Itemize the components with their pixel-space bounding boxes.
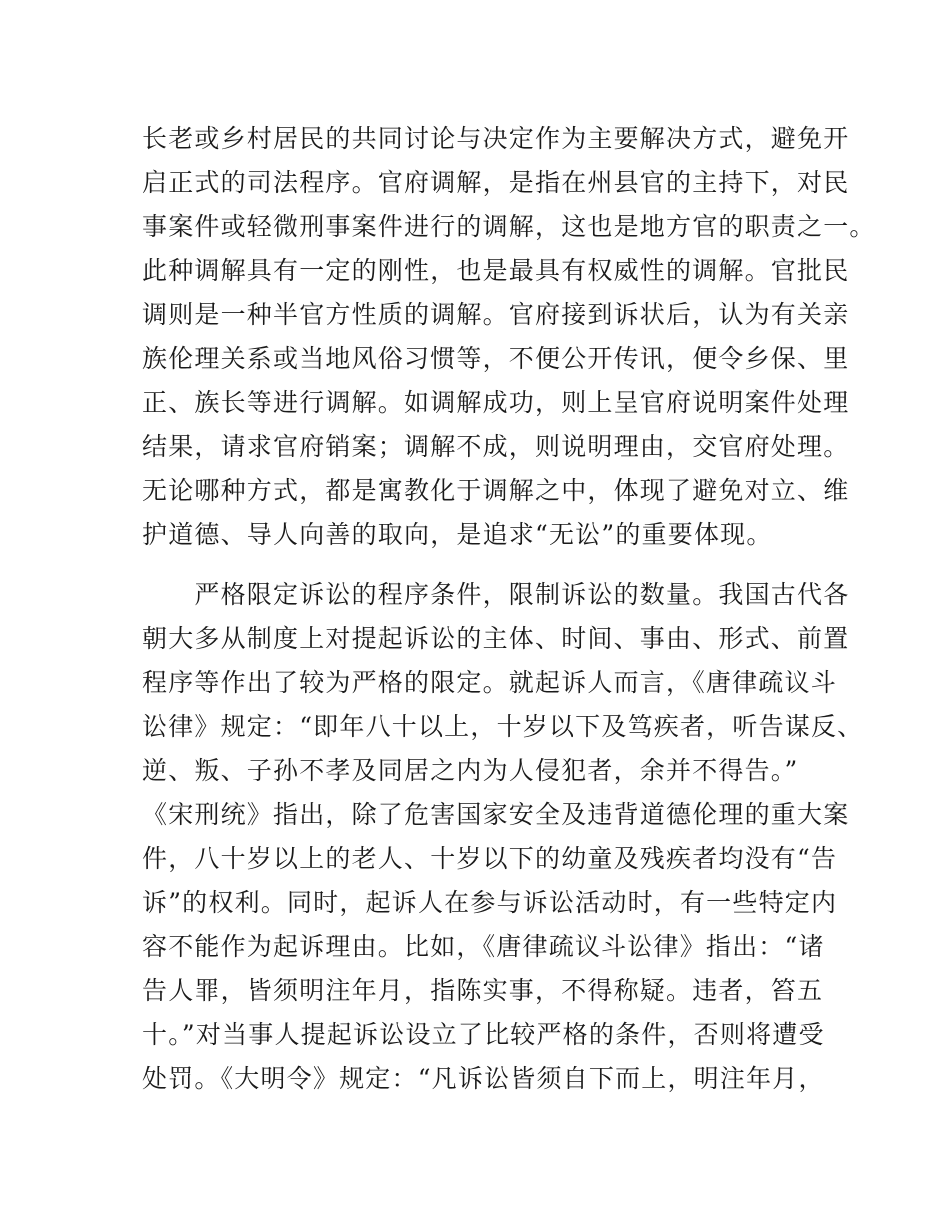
text-line: 告人罪，皆须明注年月，指陈实事，不得称疑。违者，笞五	[142, 976, 824, 1005]
paragraph-1	[142, 117, 876, 557]
text-line: 严格限定诉讼的程序条件，限制诉讼的数量。我国古代各	[142, 580, 850, 609]
text-line: 朝大多从制度上对提起诉讼的主体、时间、事由、形式、前置	[142, 624, 850, 653]
text-line: 此种调解具有一定的刚性，也是最具有权威性的调解。官批民	[142, 256, 850, 285]
text-line: 十。”对当事人提起诉讼设立了比较严格的条件，否则将遭受	[142, 1020, 825, 1049]
text-line: 族伦理关系或当地风俗习惯等，不便公开传讯，便令乡保、里	[142, 344, 850, 373]
text-line: 件，八十岁以上的老人、十岁以下的幼童及残疾者均没有“告	[142, 844, 838, 873]
paragraph-2	[142, 573, 864, 1101]
text-line: 结果，请求官府销案；调解不成，则说明理由，交官府处理。	[142, 432, 850, 461]
text-line: 程序等作出了较为严格的限定。就起诉人而言，《唐律疏议斗	[142, 668, 837, 697]
text-line: 处罚。《大明令》规定：“凡诉讼皆须自下而上，明注年月，	[142, 1064, 825, 1093]
text-line: 长老或乡村居民的共同讨论与决定作为主要解决方式，避免开	[142, 124, 850, 153]
paragraph-spacer	[142, 557, 842, 573]
text-line: 逆、叛、子孙不孝及同居之内为人侵犯者，余并不得告。”	[142, 756, 799, 785]
text-line: 事案件或轻微刑事案件进行的调解，这也是地方官的职责之一。	[142, 212, 876, 241]
text-line: 讼律》规定：“即年八十以上，十岁以下及笃疾者，听告谋反、	[142, 712, 864, 741]
text-line: 诉”的权利。同时，起诉人在参与诉讼活动时，有一些特定内	[142, 888, 838, 917]
text-line: 启正式的司法程序。官府调解，是指在州县官的主持下，对民	[142, 168, 850, 197]
text-line: 无论哪种方式，都是寓教化于调解之中，体现了避免对立、维	[142, 476, 850, 505]
text-line: 正、族长等进行调解。如调解成功，则上呈官府说明案件处理	[142, 388, 850, 417]
text-line: 《宋刑统》指出，除了危害国家安全及违背道德伦理的重大案	[142, 800, 850, 829]
text-line: 容不能作为起诉理由。比如，《唐律疏议斗讼律》指出：“诸	[142, 932, 825, 961]
body-text	[142, 117, 876, 1101]
text-line: 护道德、导人向善的取向，是追求“无讼”的重要体现。	[142, 520, 773, 549]
text-line: 调则是一种半官方性质的调解。官府接到诉状后，认为有关亲	[142, 300, 850, 329]
